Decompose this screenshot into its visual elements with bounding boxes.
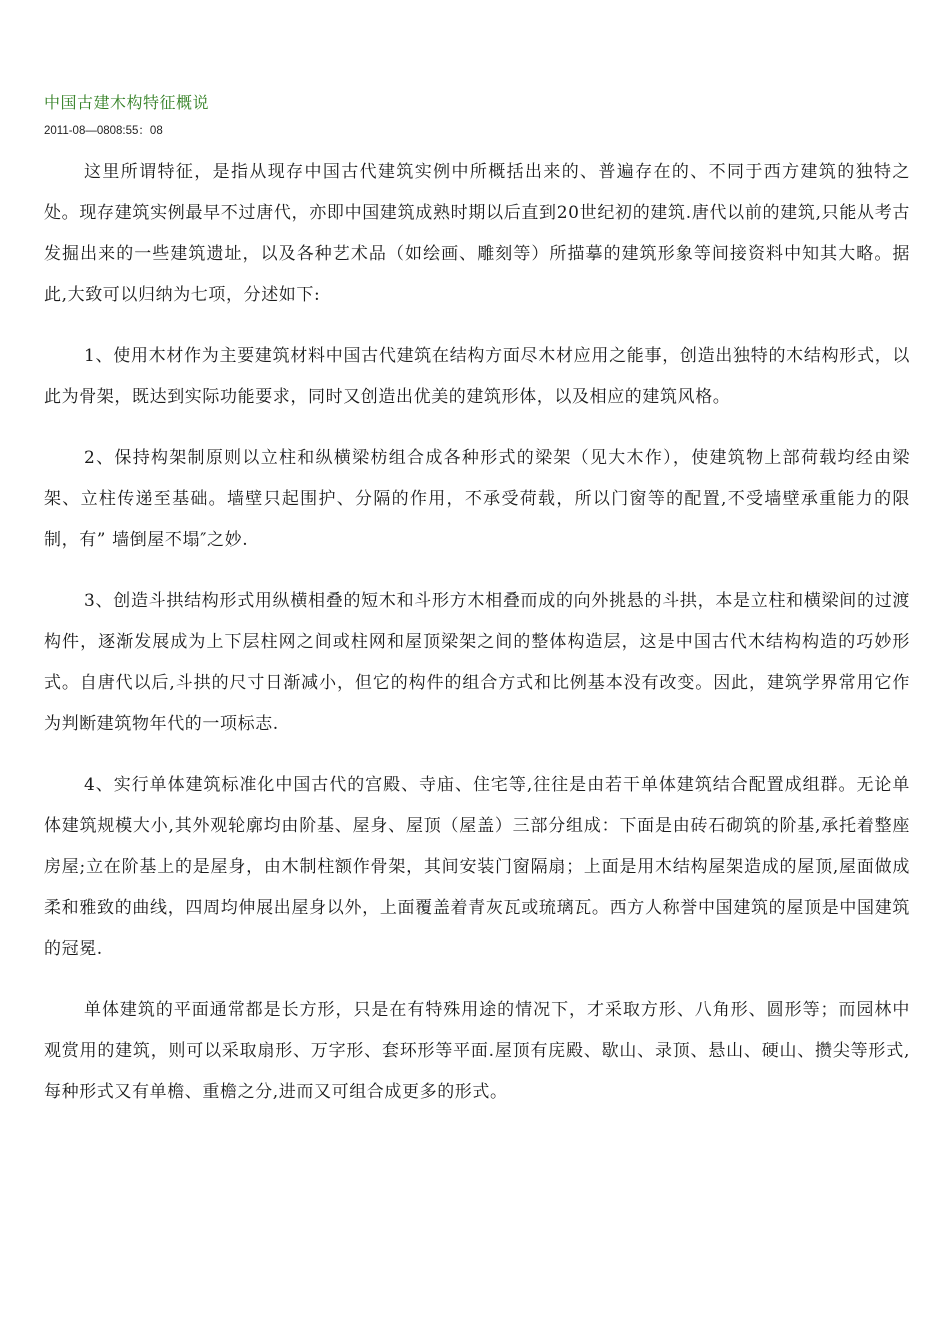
article-title: 中国古建木构特征概说 [44,93,210,112]
paragraph-5-plan-forms: 单体建筑的平面通常都是长方形，只是在有特殊用途的情况下，才采取方形、八角形、圆形等；而园林中观赏用的建筑，则可以采取扇形、万字形、套环形等平面.屋顶有庑殿、歇山、录顶、悬山、硬山、攒尖等形式,每种形式又有单檐、重檐之分,进而又可组合成更多的形式。 [44,1000,910,1102]
article-body [44,152,910,1133]
paragraph-intro: 这里所谓特征，是指从现存中国古代建筑实例中所概括出来的、普遍存在的、不同于西方建筑的独特之处。现存建筑实例最早不过唐代，亦即中国建筑成熟时期以后直到20世纪初的建筑.唐代以前的建筑,只能从考古发掘出来的一些建筑遗址，以及各种艺术品（如绘画、雕刻等）所描摹的建筑形象等间接资料中知其大略。据此,大致可以归纳为七项，分述如下: [44,162,910,305]
paragraph-1-wood-material: 1、使用木材作为主要建筑材料中国古代建筑在结构方面尽木材应用之能事，创造出独特的木结构形式，以此为骨架，既达到实际功能要求，同时又创造出优美的建筑形体，以及相应的建筑风格。 [44,346,910,407]
article-timestamp: 2011-08—0808:55：08 [44,125,163,137]
paragraph-2-frame-structure: 2、保持构架制原则以立柱和纵横梁枋组合成各种形式的梁架（见大木作），使建筑物上部荷载均经由梁架、立柱传递至基础。墙壁只起围护、分隔的作用，不承受荷载，所以门窗等的配置,不受墙壁承重能力的限制，有” 墙倒屋不塌″之妙. [44,448,910,550]
paragraph-3-dougong: 3、创造斗拱结构形式用纵横相叠的短木和斗形方木相叠而成的向外挑悬的斗拱，本是立柱和横梁间的过渡构件，逐渐发展成为上下层柱网之间或柱网和屋顶梁架之间的整体构造层，这是中国古代木结构构造的巧妙形式。自唐代以后,斗拱的尺寸日渐减小，但它的构件的组合方式和比例基本没有改变。因此，建筑学界常用它作为判断建筑物年代的一项标志. [44,591,910,734]
paragraph-4-standardization: 4、实行单体建筑标准化中国古代的宫殿、寺庙、住宅等,往往是由若干单体建筑结合配置成组群。无论单体建筑规模大小,其外观轮廓均由阶基、屋身、屋顶（屋盖）三部分组成：下面是由砖石砌筑的阶基,承托着整座房屋;立在阶基上的是屋身，由木制柱额作骨架，其间安装门窗隔扇；上面是用木结构屋架造成的屋顶,屋面做成柔和雅致的曲线，四周均伸展出屋身以外，上面覆盖着青灰瓦或琉璃瓦。西方人称誉中国建筑的屋顶是中国建筑的冠冕. [44,775,910,959]
